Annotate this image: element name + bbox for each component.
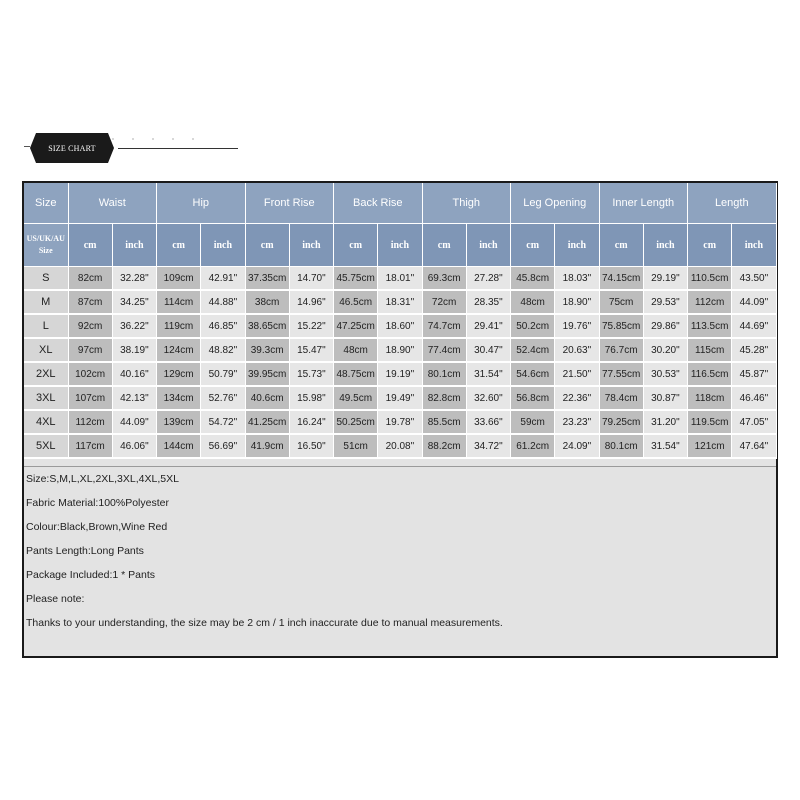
inch-value-cell: 24.09" (555, 434, 599, 458)
inch-value-cell: 29.19" (643, 267, 687, 291)
cm-value-cell: 109cm (157, 267, 201, 291)
table-row (24, 362, 776, 386)
cm-value-cell: 129cm (157, 362, 201, 386)
inch-value-cell: 23.23" (555, 410, 599, 434)
unit-inch-header: inch (555, 224, 599, 267)
inch-value-cell: 50.79" (201, 362, 245, 386)
note-line: Thanks to your understanding, the size may be 2 cm / 1 inch inaccurate due to manual measurements. (26, 617, 503, 629)
cm-value-cell: 78.4cm (599, 386, 643, 410)
unit-header-row (24, 224, 776, 267)
inch-value-cell: 18.03" (555, 267, 599, 291)
cm-value-cell: 48cm (511, 290, 555, 314)
inch-value-cell: 29.53" (643, 290, 687, 314)
inch-value-cell: 44.09" (112, 410, 156, 434)
inch-value-cell: 56.69" (201, 434, 245, 458)
inch-value-cell: 18.90" (555, 290, 599, 314)
unit-cm-header: cm (688, 224, 732, 267)
cm-value-cell: 39.3cm (245, 338, 289, 362)
inch-value-cell: 21.50" (555, 362, 599, 386)
unit-inch-header: inch (289, 224, 333, 267)
cm-value-cell: 144cm (157, 434, 201, 458)
cm-value-cell: 50.25cm (334, 410, 378, 434)
inch-value-cell: 18.90" (378, 338, 422, 362)
cm-value-cell: 41.9cm (245, 434, 289, 458)
inch-value-cell: 31.20" (643, 410, 687, 434)
inch-value-cell: 47.64" (732, 434, 776, 458)
size-table (24, 183, 777, 459)
cm-value-cell: 69.3cm (422, 267, 466, 291)
column-header: Front Rise (245, 183, 334, 224)
inch-value-cell: 46.46" (732, 386, 776, 410)
inch-value-cell: 15.47" (289, 338, 333, 362)
unit-inch-header: inch (201, 224, 245, 267)
cm-value-cell: 79.25cm (599, 410, 643, 434)
unit-cm-header: cm (599, 224, 643, 267)
cm-value-cell: 72cm (422, 290, 466, 314)
size-cell: 2XL (24, 362, 68, 386)
inch-value-cell: 16.24" (289, 410, 333, 434)
cm-value-cell: 48.75cm (334, 362, 378, 386)
column-header: Thigh (422, 183, 511, 224)
cm-value-cell: 92cm (68, 314, 112, 338)
inch-value-cell: 44.09" (732, 290, 776, 314)
cm-value-cell: 40.6cm (245, 386, 289, 410)
inch-value-cell: 20.63" (555, 338, 599, 362)
table-row (24, 338, 776, 362)
unit-cm-header: cm (511, 224, 555, 267)
cm-value-cell: 88.2cm (422, 434, 466, 458)
size-chart-table (22, 181, 778, 658)
cm-value-cell: 113.5cm (688, 314, 732, 338)
note-line: Fabric Material:100%Polyester (26, 497, 169, 509)
inch-value-cell: 40.16" (112, 362, 156, 386)
cm-value-cell: 112cm (688, 290, 732, 314)
inch-value-cell: 14.70" (289, 267, 333, 291)
cm-value-cell: 97cm (68, 338, 112, 362)
cm-value-cell: 56.8cm (511, 386, 555, 410)
note-line: Pants Length:Long Pants (26, 545, 144, 557)
cm-value-cell: 45.8cm (511, 267, 555, 291)
size-cell: S (24, 267, 68, 291)
table-row (24, 290, 776, 314)
column-header: Hip (157, 183, 246, 224)
table-row (24, 386, 776, 410)
inch-value-cell: 15.73" (289, 362, 333, 386)
cm-value-cell: 80.1cm (599, 434, 643, 458)
column-header: Leg Opening (511, 183, 600, 224)
cm-value-cell: 52.4cm (511, 338, 555, 362)
inch-value-cell: 18.31" (378, 290, 422, 314)
inch-value-cell: 34.72" (466, 434, 510, 458)
inch-value-cell: 19.19" (378, 362, 422, 386)
cm-value-cell: 112cm (68, 410, 112, 434)
inch-value-cell: 18.01" (378, 267, 422, 291)
inch-value-cell: 30.20" (643, 338, 687, 362)
product-notes (24, 467, 776, 635)
cm-value-cell: 139cm (157, 410, 201, 434)
inch-value-cell: 32.28" (112, 267, 156, 291)
inch-value-cell: 15.98" (289, 386, 333, 410)
cm-value-cell: 75cm (599, 290, 643, 314)
table-row (24, 434, 776, 458)
cm-value-cell: 116.5cm (688, 362, 732, 386)
cm-value-cell: 124cm (157, 338, 201, 362)
cm-value-cell: 82.8cm (422, 386, 466, 410)
inch-value-cell: 44.88" (201, 290, 245, 314)
cm-value-cell: 76.7cm (599, 338, 643, 362)
inch-value-cell: 29.41" (466, 314, 510, 338)
cm-value-cell: 39.95cm (245, 362, 289, 386)
size-cell: 4XL (24, 410, 68, 434)
inch-value-cell: 30.47" (466, 338, 510, 362)
unit-cm-header: cm (68, 224, 112, 267)
inch-value-cell: 46.06" (112, 434, 156, 458)
inch-value-cell: 28.35" (466, 290, 510, 314)
header-rule (118, 148, 238, 149)
cm-value-cell: 48cm (334, 338, 378, 362)
cm-value-cell: 118cm (688, 386, 732, 410)
cm-value-cell: 119cm (157, 314, 201, 338)
unit-inch-header: inch (378, 224, 422, 267)
cm-value-cell: 77.55cm (599, 362, 643, 386)
inch-value-cell: 32.60" (466, 386, 510, 410)
inch-value-cell: 31.54" (466, 362, 510, 386)
size-cell: 5XL (24, 434, 68, 458)
inch-value-cell: 45.28" (732, 338, 776, 362)
unit-inch-header: inch (112, 224, 156, 267)
header-dots (112, 127, 212, 133)
cm-value-cell: 117cm (68, 434, 112, 458)
size-cell: XL (24, 338, 68, 362)
inch-value-cell: 43.50" (732, 267, 776, 291)
inch-value-cell: 42.91" (201, 267, 245, 291)
column-header-row (24, 183, 776, 224)
cm-value-cell: 119.5cm (688, 410, 732, 434)
inch-value-cell: 19.49" (378, 386, 422, 410)
cm-value-cell: 107cm (68, 386, 112, 410)
cm-value-cell: 77.4cm (422, 338, 466, 362)
inch-value-cell: 30.53" (643, 362, 687, 386)
size-cell: L (24, 314, 68, 338)
inch-value-cell: 20.08" (378, 434, 422, 458)
unit-cm-header: cm (422, 224, 466, 267)
inch-value-cell: 44.69" (732, 314, 776, 338)
inch-value-cell: 31.54" (643, 434, 687, 458)
note-line: Size:S,M,L,XL,2XL,3XL,4XL,5XL (26, 473, 179, 485)
cm-value-cell: 61.2cm (511, 434, 555, 458)
inch-value-cell: 27.28" (466, 267, 510, 291)
cm-value-cell: 37.35cm (245, 267, 289, 291)
cm-value-cell: 54.6cm (511, 362, 555, 386)
unit-inch-header: inch (466, 224, 510, 267)
cm-value-cell: 121cm (688, 434, 732, 458)
cm-value-cell: 80.1cm (422, 362, 466, 386)
cm-value-cell: 41.25cm (245, 410, 289, 434)
cm-value-cell: 115cm (688, 338, 732, 362)
cm-value-cell: 47.25cm (334, 314, 378, 338)
cm-value-cell: 38cm (245, 290, 289, 314)
column-header: Back Rise (334, 183, 423, 224)
unit-cm-header: cm (157, 224, 201, 267)
cm-value-cell: 82cm (68, 267, 112, 291)
size-cell: 3XL (24, 386, 68, 410)
inch-value-cell: 16.50" (289, 434, 333, 458)
table-row (24, 267, 776, 291)
size-column-header: Size (24, 183, 68, 224)
inch-value-cell: 34.25" (112, 290, 156, 314)
note-line: Please note: (26, 593, 85, 605)
column-header: Waist (68, 183, 157, 224)
note-line: Package Included:1 * Pants (26, 569, 156, 581)
size-chart-badge: SIZE CHART (36, 133, 108, 163)
cm-value-cell: 74.15cm (599, 267, 643, 291)
cm-value-cell: 74.7cm (422, 314, 466, 338)
unit-cm-header: cm (245, 224, 289, 267)
table-row (24, 314, 776, 338)
note-line: Colour:Black,Brown,Wine Red (26, 521, 168, 533)
cm-value-cell: 51cm (334, 434, 378, 458)
inch-value-cell: 30.87" (643, 386, 687, 410)
cm-value-cell: 38.65cm (245, 314, 289, 338)
inch-value-cell: 54.72" (201, 410, 245, 434)
inch-value-cell: 48.82" (201, 338, 245, 362)
cm-value-cell: 134cm (157, 386, 201, 410)
cm-value-cell: 49.5cm (334, 386, 378, 410)
inch-value-cell: 38.19" (112, 338, 156, 362)
cm-value-cell: 75.85cm (599, 314, 643, 338)
cm-value-cell: 102cm (68, 362, 112, 386)
inch-value-cell: 19.76" (555, 314, 599, 338)
column-header: Length (688, 183, 777, 224)
inch-value-cell: 19.78" (378, 410, 422, 434)
table-row (24, 410, 776, 434)
inch-value-cell: 42.13" (112, 386, 156, 410)
inch-value-cell: 14.96" (289, 290, 333, 314)
cm-value-cell: 85.5cm (422, 410, 466, 434)
inch-value-cell: 36.22" (112, 314, 156, 338)
cm-value-cell: 50.2cm (511, 314, 555, 338)
cm-value-cell: 114cm (157, 290, 201, 314)
size-cell: M (24, 290, 68, 314)
inch-value-cell: 18.60" (378, 314, 422, 338)
inch-value-cell: 46.85" (201, 314, 245, 338)
cm-value-cell: 87cm (68, 290, 112, 314)
cm-value-cell: 110.5cm (688, 267, 732, 291)
unit-inch-header: inch (643, 224, 687, 267)
inch-value-cell: 47.05" (732, 410, 776, 434)
unit-inch-header: inch (732, 224, 776, 267)
inch-value-cell: 22.36" (555, 386, 599, 410)
cm-value-cell: 46.5cm (334, 290, 378, 314)
inch-value-cell: 29.86" (643, 314, 687, 338)
cm-value-cell: 45.75cm (334, 267, 378, 291)
cm-value-cell: 59cm (511, 410, 555, 434)
inch-value-cell: 15.22" (289, 314, 333, 338)
inch-value-cell: 45.87" (732, 362, 776, 386)
inch-value-cell: 33.66" (466, 410, 510, 434)
size-unit-header: US/UK/AU Size (24, 224, 68, 267)
unit-cm-header: cm (334, 224, 378, 267)
column-header: Inner Length (599, 183, 688, 224)
inch-value-cell: 52.76" (201, 386, 245, 410)
